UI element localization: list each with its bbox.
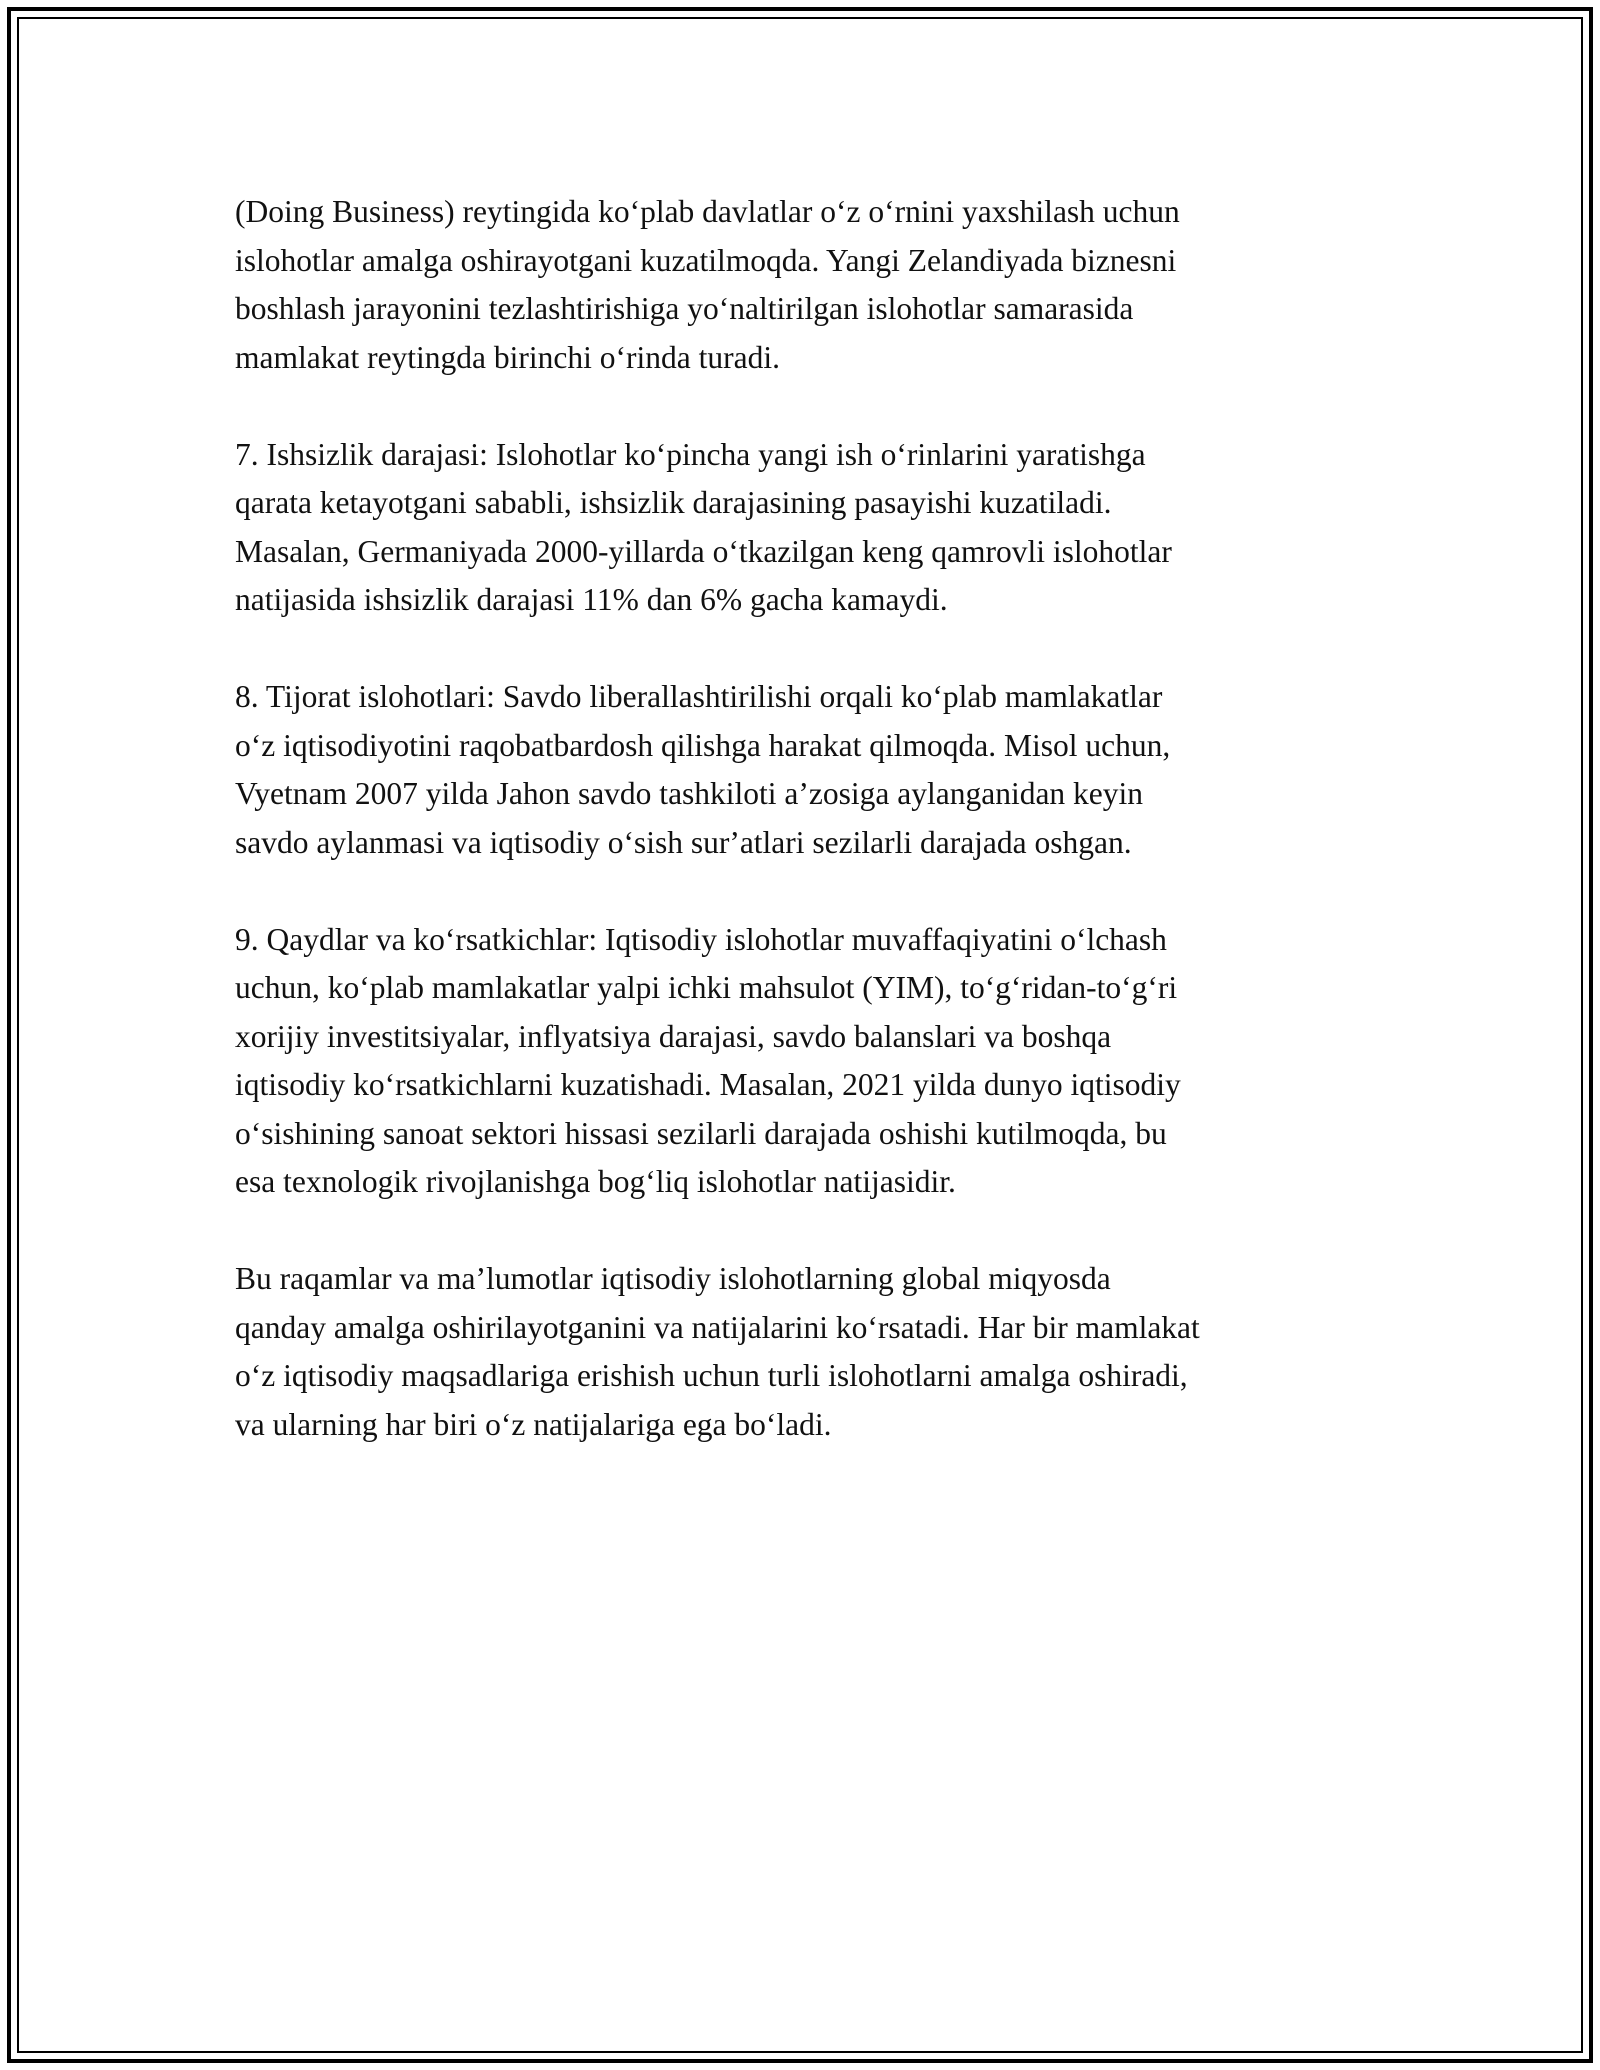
text-line: Vyetnam 2007 yilda Jahon savdo tashkiloti aʼzosiga aylanganidan keyin bbox=[235, 776, 1144, 811]
paragraph-unemployment bbox=[235, 431, 1395, 625]
text-line: Bu raqamlar va maʼlumotlar iqtisodiy islohotlarning global miqyosda bbox=[235, 1261, 1111, 1296]
text-line: iqtisodiy koʻrsatkichlarni kuzatishadi. Masalan, 2021 yilda dunyo iqtisodiy bbox=[235, 1067, 1181, 1102]
text-line: 7. Ishsizlik darajasi: Islohotlar koʻpincha yangi ish oʻrinlarini yaratishga bbox=[235, 436, 1146, 472]
text-line: 9. Qaydlar va koʻrsatkichlar: Iqtisodiy islohotlar muvaffaqiyatini oʻlchash bbox=[235, 921, 1167, 957]
text-line: oʻz iqtisodiy maqsadlariga erishish uchun turli islohotlarni amalga oshiradi, bbox=[235, 1358, 1188, 1393]
document-body bbox=[235, 188, 1395, 1498]
text-line: boshlash jarayonini tezlashtirishiga yoʻnaltirilgan islohotlar samarasida bbox=[235, 291, 1134, 326]
text-line: esa texnologik rivojlanishga bogʻliq islohotlar natijasidir. bbox=[235, 1164, 956, 1199]
text-line: uchun, koʻplab mamlakatlar yalpi ichki mahsulot (YIM), toʻgʻridan-toʻgʻri bbox=[235, 970, 1178, 1005]
text-line: qanday amalga oshirilayotganini va natijalarini koʻrsatadi. Har bir mamlakat bbox=[235, 1309, 1200, 1345]
text-line: mamlakat reytingda birinchi oʻrinda turadi. bbox=[235, 339, 780, 375]
text-line: Masalan, Germaniyada 2000-yillarda oʻtkazilgan keng qamrovli islohotlar bbox=[235, 533, 1172, 569]
text-line: (Doing Business) reytingida koʻplab davlatlar oʻz oʻrnini yaxshilash uchun bbox=[235, 194, 1180, 229]
text-line: xorijiy investitsiyalar, inflyatsiya darajasi, savdo balanslari va boshqa bbox=[235, 1018, 1112, 1054]
text-line: oʻz iqtisodiyotini raqobatbardosh qilishga harakat qilmoqda. Misol uchun, bbox=[235, 727, 1171, 763]
paragraph-trade-reforms bbox=[235, 673, 1395, 867]
paragraph-doing-business bbox=[235, 188, 1395, 382]
text-line: va ularning har biri oʻz natijalariga ega boʻladi. bbox=[235, 1406, 832, 1442]
text-line: oʻsishining sanoat sektori hissasi sezilarli darajada oshishi kutilmoqda, bu bbox=[235, 1115, 1167, 1151]
paragraph-indicators bbox=[235, 916, 1395, 1207]
text-line: islohotlar amalga oshirayotgani kuzatilmoqda. Yangi Zelandiyada biznesni bbox=[235, 242, 1177, 278]
text-line: qarata ketayotgani sababli, ishsizlik darajasining pasayishi kuzatiladi. bbox=[235, 485, 1112, 520]
text-line: natijasida ishsizlik darajasi 11% dan 6% gacha kamaydi. bbox=[235, 582, 948, 617]
text-line: 8. Tijorat islohotlari: Savdo liberallashtirilishi orqali koʻplab mamlakatlar bbox=[235, 679, 1163, 714]
text-line: savdo aylanmasi va iqtisodiy oʻsish surʼatlari sezilarli darajada oshgan. bbox=[235, 824, 1132, 860]
paragraph-conclusion bbox=[235, 1255, 1395, 1449]
